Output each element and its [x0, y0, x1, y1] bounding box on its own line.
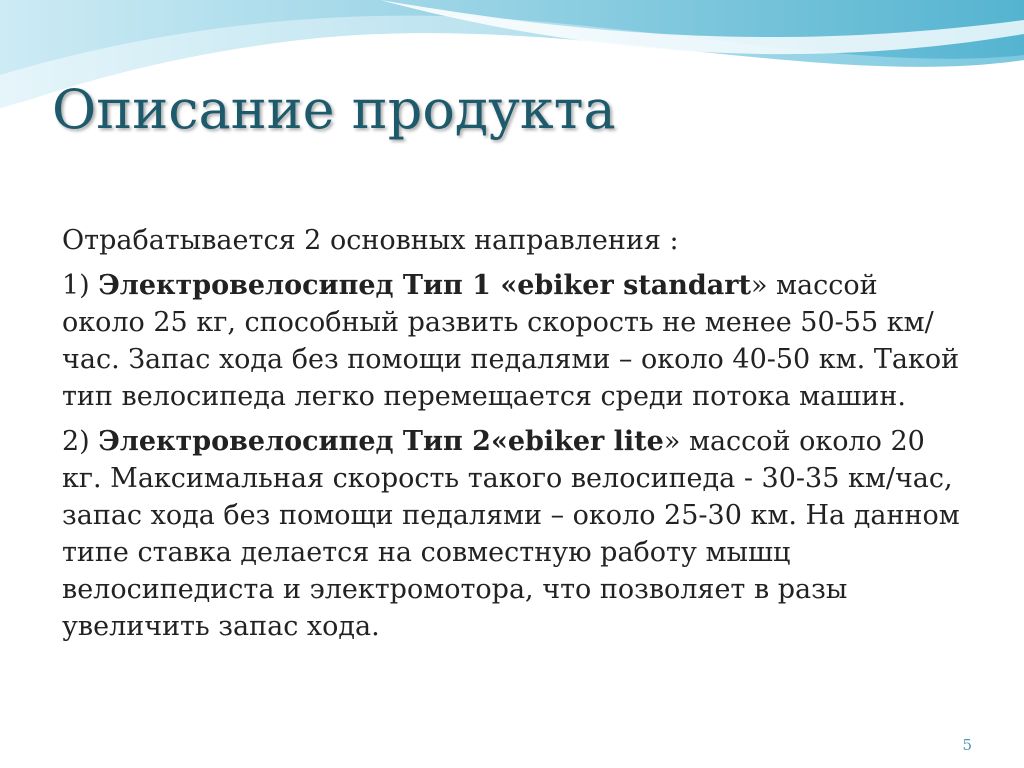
item-1-number: 1) [62, 270, 90, 301]
page-number: 5 [962, 736, 972, 754]
item-2-bold-label: Электровелосипед Тип 2«ebiker lite [98, 426, 664, 457]
slide-title: Описание продукта [52, 78, 616, 141]
slide-body [62, 222, 962, 653]
item-2 [62, 423, 962, 645]
item-1-text: » массой около 25 кг, способный развить скорость не менее 50-55 км/час. Запас хода без помощи педалями – около 40-50 км. Такой тип велосипеда легко перемещается среди потока машин. [62, 270, 960, 412]
intro-paragraph: Отрабатывается 2 основных направления : [62, 225, 679, 256]
item-1-bold-label: Электровелосипед Тип 1 «ebiker standart [98, 270, 751, 301]
item-1 [62, 267, 962, 415]
item-2-text: » массой около 20 кг. Максимальная скорость такого велосипеда - 30-35 км/час, запас хода без помощи педалями – около 25-30 км. На данном типе ставка делается на совместную работу мышц велосипедиста и электромотора, что позволяет в разы увеличить запас хода. [62, 426, 960, 642]
item-2-number: 2) [62, 426, 90, 457]
